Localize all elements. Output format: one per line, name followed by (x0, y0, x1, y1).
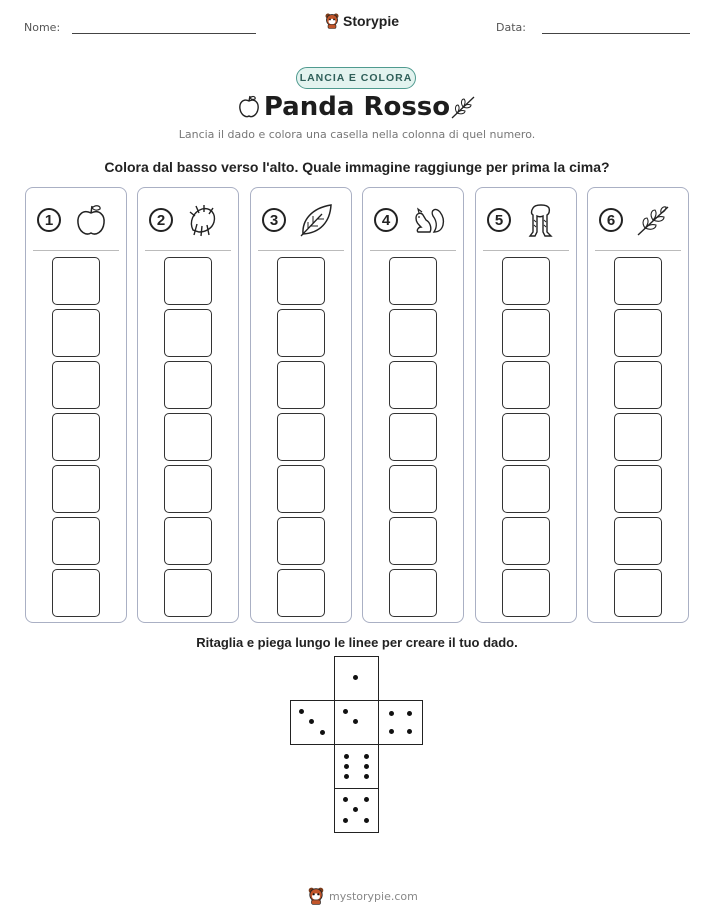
die-pip (364, 754, 369, 759)
die-pip (353, 675, 358, 680)
color-cell[interactable] (277, 413, 325, 461)
color-cell[interactable] (614, 257, 662, 305)
die-pip (364, 818, 369, 823)
color-cell[interactable] (277, 257, 325, 305)
die-pip (344, 774, 349, 779)
die-instruction: Ritaglia e piega lungo le linee per creare il tuo dado. (196, 635, 518, 650)
color-cell[interactable] (164, 309, 212, 357)
footer-site: mystorypie.com (329, 889, 418, 903)
coloring-instruction: Colora dal basso verso l'alto. Quale immagine raggiunge per prima la cima? (104, 159, 610, 175)
color-cell[interactable] (277, 465, 325, 513)
die-pip (320, 730, 325, 735)
name-line[interactable] (72, 33, 256, 34)
color-cell[interactable] (389, 257, 437, 305)
color-cell[interactable] (389, 517, 437, 565)
die-face-5 (334, 788, 379, 833)
color-cell[interactable] (52, 517, 100, 565)
color-cell[interactable] (502, 517, 550, 565)
column-divider (370, 250, 456, 251)
column-number: 3 (262, 208, 286, 232)
color-cell[interactable] (277, 569, 325, 617)
color-cell[interactable] (389, 309, 437, 357)
page-title: Panda Rosso (263, 92, 451, 122)
color-cell[interactable] (164, 517, 212, 565)
color-cell[interactable] (164, 465, 212, 513)
die-face-4 (378, 700, 423, 745)
apple-icon (73, 202, 109, 238)
column-number: 4 (374, 208, 398, 232)
color-cell[interactable] (277, 361, 325, 409)
die-pip (407, 729, 412, 734)
squirrel-icon (410, 202, 446, 238)
die-face-3 (290, 700, 335, 745)
color-cell[interactable] (614, 517, 662, 565)
color-cell[interactable] (389, 413, 437, 461)
die-pip (343, 818, 348, 823)
color-cell[interactable] (389, 569, 437, 617)
color-cell[interactable] (52, 361, 100, 409)
leaf-icon (298, 202, 334, 238)
date-line[interactable] (542, 33, 690, 34)
die-pip (353, 807, 358, 812)
color-cell[interactable] (164, 569, 212, 617)
die-pip (364, 764, 369, 769)
column-divider (33, 250, 119, 251)
column-1 (25, 187, 127, 623)
color-cell[interactable] (164, 413, 212, 461)
color-cell[interactable] (52, 309, 100, 357)
die-pip (353, 719, 358, 724)
column-2 (137, 187, 239, 623)
die-pip (364, 774, 369, 779)
color-cell[interactable] (502, 361, 550, 409)
column-divider (145, 250, 231, 251)
column-number: 6 (599, 208, 623, 232)
color-cell[interactable] (389, 361, 437, 409)
die-pip (299, 709, 304, 714)
color-cell[interactable] (502, 569, 550, 617)
color-cell[interactable] (614, 361, 662, 409)
date-label: Data: (496, 21, 526, 34)
panda-mascot-icon (325, 13, 339, 29)
color-cell[interactable] (164, 257, 212, 305)
die-pip (364, 797, 369, 802)
column-6 (587, 187, 689, 623)
color-cell[interactable] (502, 413, 550, 461)
column-3 (250, 187, 352, 623)
subtitle: Lancia il dado e colora una casella nella colonna di quel numero. (178, 128, 536, 141)
column-divider (258, 250, 344, 251)
die-pip (343, 709, 348, 714)
column-number: 5 (487, 208, 511, 232)
column-4 (362, 187, 464, 623)
color-cell[interactable] (52, 413, 100, 461)
color-cell[interactable] (277, 309, 325, 357)
die-pip (309, 719, 314, 724)
color-cell[interactable] (52, 257, 100, 305)
color-cell[interactable] (389, 465, 437, 513)
color-cell[interactable] (614, 569, 662, 617)
die-pip (389, 711, 394, 716)
paw-claws-icon (185, 202, 221, 238)
die-pip (407, 711, 412, 716)
die-pip (344, 754, 349, 759)
color-cell[interactable] (614, 309, 662, 357)
color-cell[interactable] (277, 517, 325, 565)
color-cell[interactable] (502, 257, 550, 305)
column-divider (483, 250, 569, 251)
color-cell[interactable] (502, 465, 550, 513)
activity-badge: LANCIA E COLORA (296, 67, 416, 89)
brand-logo (325, 13, 399, 29)
column-number: 2 (149, 208, 173, 232)
color-cell[interactable] (52, 465, 100, 513)
die-pip (389, 729, 394, 734)
column-5 (475, 187, 577, 623)
name-label: Nome: (24, 21, 61, 34)
leafy-branch-icon (635, 202, 671, 238)
color-cell[interactable] (502, 309, 550, 357)
brand-name: Storypie (343, 13, 400, 29)
column-number: 1 (37, 208, 61, 232)
color-cell[interactable] (164, 361, 212, 409)
die-face-6 (334, 744, 379, 789)
color-cell[interactable] (52, 569, 100, 617)
die-face-2 (334, 700, 379, 745)
die-pip (343, 797, 348, 802)
leafy-branch-icon (448, 94, 478, 120)
die-pip (344, 764, 349, 769)
column-divider (595, 250, 681, 251)
color-cell[interactable] (614, 413, 662, 461)
panda-mascot-icon (308, 887, 324, 905)
die-face-1 (334, 656, 379, 701)
footer (308, 887, 418, 905)
scarf-icon (523, 202, 559, 238)
color-cell[interactable] (614, 465, 662, 513)
